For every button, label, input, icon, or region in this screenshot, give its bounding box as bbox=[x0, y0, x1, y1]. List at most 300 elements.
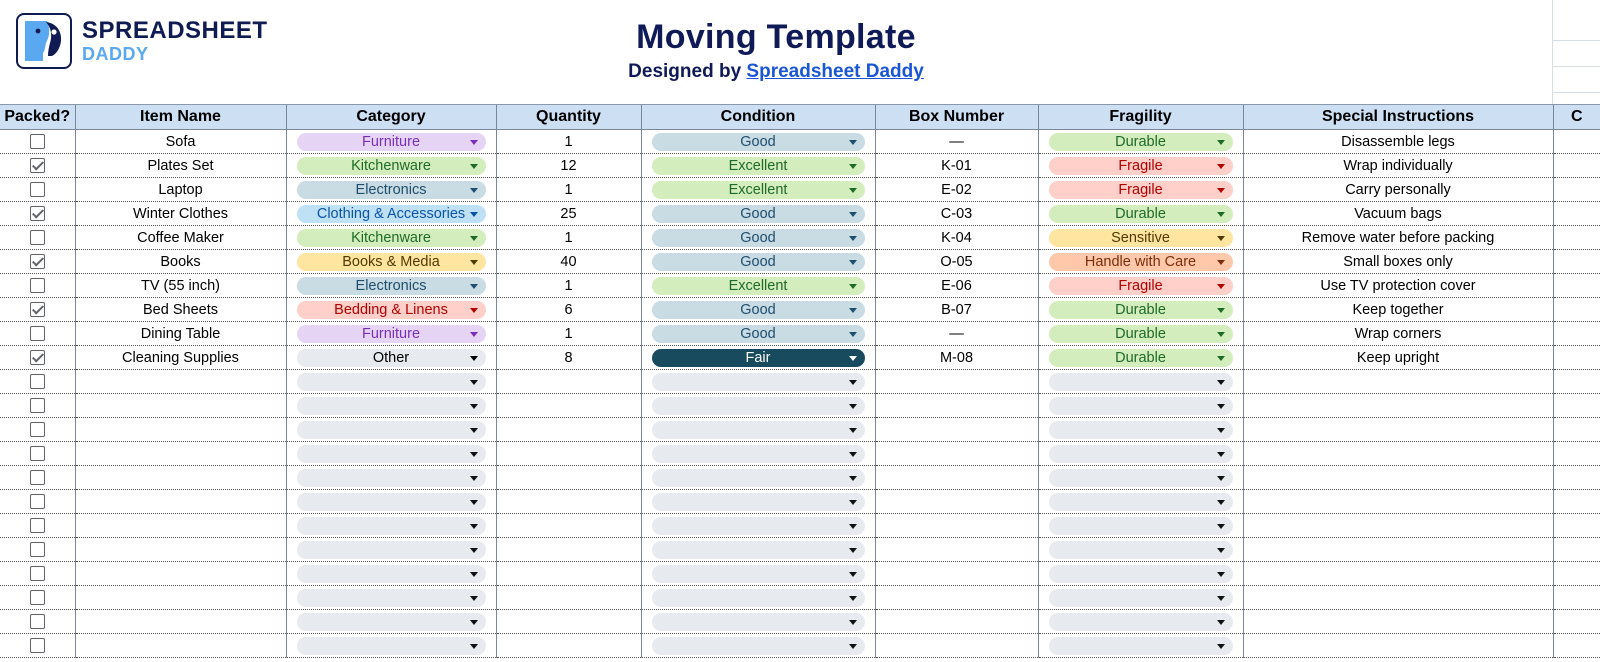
special-instructions-cell[interactable] bbox=[1243, 610, 1553, 634]
fragility-dropdown[interactable] bbox=[1049, 181, 1233, 199]
extra-cell[interactable] bbox=[1553, 418, 1600, 442]
quantity-cell[interactable] bbox=[496, 442, 641, 466]
item-name-cell[interactable]: Plates Set bbox=[75, 154, 286, 178]
fragility-cell bbox=[1038, 634, 1243, 658]
fragility-cell bbox=[1038, 562, 1243, 586]
fragility-dropdown[interactable] bbox=[1049, 541, 1233, 559]
dropdown-arrow-icon bbox=[1217, 572, 1225, 577]
box-number-cell[interactable]: — bbox=[875, 322, 1038, 346]
category-cell bbox=[286, 298, 496, 322]
packed-cell bbox=[0, 490, 75, 514]
special-instructions-cell[interactable] bbox=[1243, 418, 1553, 442]
special-instructions-cell[interactable]: Small boxes only bbox=[1243, 250, 1553, 274]
quantity-cell[interactable]: 1 bbox=[496, 178, 641, 202]
quantity-cell[interactable]: 25 bbox=[496, 202, 641, 226]
quantity-cell[interactable]: 1 bbox=[496, 130, 641, 154]
fragility-cell bbox=[1038, 226, 1243, 250]
category-dropdown[interactable] bbox=[297, 445, 486, 463]
extra-cell[interactable] bbox=[1553, 634, 1600, 658]
col-header-condition[interactable]: Condition bbox=[641, 105, 875, 130]
quantity-cell[interactable] bbox=[496, 514, 641, 538]
condition-cell bbox=[641, 322, 875, 346]
table-row bbox=[0, 514, 1600, 538]
packed-checkbox[interactable] bbox=[30, 134, 45, 149]
box-number-cell[interactable] bbox=[875, 418, 1038, 442]
packed-cell bbox=[0, 370, 75, 394]
extra-cell[interactable] bbox=[1553, 466, 1600, 490]
dropdown-arrow-icon bbox=[849, 428, 857, 433]
special-instructions-cell[interactable] bbox=[1243, 586, 1553, 610]
category-dropdown[interactable] bbox=[297, 325, 486, 343]
box-number-cell[interactable] bbox=[875, 370, 1038, 394]
condition-dropdown[interactable] bbox=[652, 445, 865, 463]
box-number-cell[interactable] bbox=[875, 634, 1038, 658]
packed-cell bbox=[0, 178, 75, 202]
dropdown-arrow-icon bbox=[849, 620, 857, 625]
col-header-special-instructions[interactable]: Special Instructions bbox=[1243, 105, 1553, 130]
packed-cell bbox=[0, 562, 75, 586]
fragility-dropdown[interactable] bbox=[1049, 397, 1233, 415]
col-header-partial[interactable]: C bbox=[1553, 105, 1600, 130]
fragility-dropdown[interactable] bbox=[1049, 349, 1233, 367]
table-row bbox=[0, 346, 1600, 370]
box-number-cell[interactable]: K-04 bbox=[875, 226, 1038, 250]
category-cell bbox=[286, 226, 496, 250]
dropdown-arrow-icon bbox=[470, 620, 478, 625]
quantity-cell[interactable]: 6 bbox=[496, 298, 641, 322]
item-name-cell[interactable]: Books bbox=[75, 250, 286, 274]
special-instructions-cell[interactable] bbox=[1243, 562, 1553, 586]
fragility-dropdown[interactable] bbox=[1049, 373, 1233, 391]
box-number-cell[interactable]: K-01 bbox=[875, 154, 1038, 178]
dropdown-arrow-icon bbox=[849, 596, 857, 601]
fragility-dropdown[interactable] bbox=[1049, 157, 1233, 175]
fragility-cell bbox=[1038, 322, 1243, 346]
quantity-cell[interactable]: 1 bbox=[496, 226, 641, 250]
condition-value: Excellent bbox=[728, 157, 788, 174]
quantity-cell[interactable] bbox=[496, 466, 641, 490]
special-instructions-cell[interactable]: Wrap corners bbox=[1243, 322, 1553, 346]
extra-cell[interactable] bbox=[1553, 346, 1600, 370]
condition-dropdown[interactable] bbox=[652, 277, 865, 295]
packed-checkbox[interactable] bbox=[30, 494, 45, 509]
item-name-cell[interactable] bbox=[75, 514, 286, 538]
extra-cell[interactable] bbox=[1553, 202, 1600, 226]
box-number-cell[interactable] bbox=[875, 466, 1038, 490]
condition-dropdown[interactable] bbox=[652, 325, 865, 343]
extra-cell[interactable] bbox=[1553, 322, 1600, 346]
packed-cell bbox=[0, 514, 75, 538]
dropdown-arrow-icon bbox=[1217, 452, 1225, 457]
condition-cell bbox=[641, 250, 875, 274]
dropdown-arrow-icon bbox=[470, 332, 478, 337]
box-number-cell[interactable] bbox=[875, 394, 1038, 418]
dropdown-arrow-icon bbox=[849, 188, 857, 193]
item-name-cell[interactable]: Dining Table bbox=[75, 322, 286, 346]
special-instructions-cell[interactable]: Keep together bbox=[1243, 298, 1553, 322]
box-number-cell[interactable] bbox=[875, 538, 1038, 562]
category-cell bbox=[286, 418, 496, 442]
item-name-cell[interactable] bbox=[75, 562, 286, 586]
category-dropdown[interactable] bbox=[297, 205, 486, 223]
item-name-cell[interactable] bbox=[75, 466, 286, 490]
category-dropdown[interactable] bbox=[297, 181, 486, 199]
extra-cell[interactable] bbox=[1553, 562, 1600, 586]
packed-checkbox[interactable] bbox=[30, 278, 45, 293]
packed-checkbox[interactable] bbox=[30, 398, 45, 413]
fragility-dropdown[interactable] bbox=[1049, 229, 1233, 247]
dropdown-arrow-icon bbox=[849, 644, 857, 649]
condition-dropdown[interactable] bbox=[652, 397, 865, 415]
extra-cell[interactable] bbox=[1553, 370, 1600, 394]
dropdown-arrow-icon bbox=[1217, 140, 1225, 145]
condition-dropdown[interactable] bbox=[652, 517, 865, 535]
condition-value: Excellent bbox=[728, 277, 788, 294]
fragility-dropdown[interactable] bbox=[1049, 301, 1233, 319]
condition-dropdown[interactable] bbox=[652, 493, 865, 511]
dropdown-arrow-icon bbox=[1217, 500, 1225, 505]
box-number-cell[interactable]: M-08 bbox=[875, 346, 1038, 370]
special-instructions-cell[interactable] bbox=[1243, 442, 1553, 466]
table-row bbox=[0, 562, 1600, 586]
packed-checkbox[interactable] bbox=[30, 422, 45, 437]
special-instructions-cell[interactable]: Use TV protection cover bbox=[1243, 274, 1553, 298]
condition-dropdown[interactable] bbox=[652, 469, 865, 487]
extra-cell[interactable] bbox=[1553, 610, 1600, 634]
table-row bbox=[0, 154, 1600, 178]
item-name-cell[interactable] bbox=[75, 442, 286, 466]
item-name-cell[interactable] bbox=[75, 634, 286, 658]
dropdown-arrow-icon bbox=[470, 644, 478, 649]
category-dropdown[interactable] bbox=[297, 541, 486, 559]
packed-cell bbox=[0, 322, 75, 346]
fragility-value: Durable bbox=[1115, 349, 1166, 366]
dropdown-arrow-icon bbox=[849, 140, 857, 145]
col-header-fragility[interactable]: Fragility bbox=[1038, 105, 1243, 130]
special-instructions-cell[interactable]: Disassemble legs bbox=[1243, 130, 1553, 154]
quantity-cell[interactable] bbox=[496, 562, 641, 586]
box-number-cell[interactable] bbox=[875, 442, 1038, 466]
condition-cell bbox=[641, 514, 875, 538]
col-header-item-name[interactable]: Item Name bbox=[75, 105, 286, 130]
category-cell bbox=[286, 250, 496, 274]
condition-dropdown[interactable] bbox=[652, 373, 865, 391]
condition-dropdown[interactable] bbox=[652, 229, 865, 247]
packed-checkbox[interactable] bbox=[30, 614, 45, 629]
condition-dropdown[interactable] bbox=[652, 349, 865, 367]
special-instructions-cell[interactable] bbox=[1243, 490, 1553, 514]
condition-value: Good bbox=[740, 253, 776, 270]
dropdown-arrow-icon bbox=[1217, 332, 1225, 337]
table-row bbox=[0, 298, 1600, 322]
special-instructions-cell[interactable] bbox=[1243, 466, 1553, 490]
category-dropdown[interactable] bbox=[297, 277, 486, 295]
box-number-cell[interactable]: E-06 bbox=[875, 274, 1038, 298]
fragility-dropdown[interactable] bbox=[1049, 277, 1233, 295]
packed-cell bbox=[0, 538, 75, 562]
extra-cell[interactable] bbox=[1553, 490, 1600, 514]
quantity-cell[interactable] bbox=[496, 538, 641, 562]
box-number-cell[interactable]: — bbox=[875, 130, 1038, 154]
item-name-cell[interactable] bbox=[75, 610, 286, 634]
packed-checkbox[interactable] bbox=[30, 350, 45, 365]
condition-cell bbox=[641, 586, 875, 610]
quantity-cell[interactable]: 12 bbox=[496, 154, 641, 178]
fragility-dropdown[interactable] bbox=[1049, 589, 1233, 607]
packed-checkbox[interactable] bbox=[30, 542, 45, 557]
fragility-value: Sensitive bbox=[1111, 229, 1170, 246]
item-name-cell[interactable] bbox=[75, 418, 286, 442]
quantity-cell[interactable]: 1 bbox=[496, 322, 641, 346]
condition-cell bbox=[641, 394, 875, 418]
item-name-cell[interactable]: Laptop bbox=[75, 178, 286, 202]
box-number-cell[interactable]: O-05 bbox=[875, 250, 1038, 274]
quantity-cell[interactable] bbox=[496, 610, 641, 634]
table-row bbox=[0, 274, 1600, 298]
packed-cell bbox=[0, 466, 75, 490]
quantity-cell[interactable] bbox=[496, 634, 641, 658]
condition-dropdown[interactable] bbox=[652, 565, 865, 583]
special-instructions-cell[interactable]: Keep upright bbox=[1243, 346, 1553, 370]
condition-cell bbox=[641, 154, 875, 178]
moving-inventory-table bbox=[0, 104, 1600, 658]
packed-checkbox[interactable] bbox=[30, 182, 45, 197]
item-name-cell[interactable]: Bed Sheets bbox=[75, 298, 286, 322]
category-dropdown[interactable] bbox=[297, 397, 486, 415]
category-dropdown[interactable] bbox=[297, 373, 486, 391]
header-row bbox=[0, 105, 1600, 130]
fragility-dropdown[interactable] bbox=[1049, 613, 1233, 631]
condition-cell bbox=[641, 610, 875, 634]
category-dropdown[interactable] bbox=[297, 229, 486, 247]
dropdown-arrow-icon bbox=[470, 212, 478, 217]
quantity-cell[interactable] bbox=[496, 418, 641, 442]
category-dropdown[interactable] bbox=[297, 157, 486, 175]
fragility-dropdown[interactable] bbox=[1049, 637, 1233, 655]
category-dropdown[interactable] bbox=[297, 469, 486, 487]
packed-checkbox[interactable] bbox=[30, 374, 45, 389]
extra-cell[interactable] bbox=[1553, 250, 1600, 274]
extra-cell[interactable] bbox=[1553, 442, 1600, 466]
packed-checkbox[interactable] bbox=[30, 638, 45, 653]
condition-dropdown[interactable] bbox=[652, 133, 865, 151]
condition-dropdown[interactable] bbox=[652, 613, 865, 631]
condition-dropdown[interactable] bbox=[652, 157, 865, 175]
packed-checkbox[interactable] bbox=[30, 566, 45, 581]
condition-cell bbox=[641, 202, 875, 226]
dropdown-arrow-icon bbox=[849, 452, 857, 457]
category-cell bbox=[286, 442, 496, 466]
item-name-cell[interactable]: TV (55 inch) bbox=[75, 274, 286, 298]
dropdown-arrow-icon bbox=[1217, 548, 1225, 553]
extra-cell[interactable] bbox=[1553, 274, 1600, 298]
condition-cell bbox=[641, 346, 875, 370]
fragility-dropdown[interactable] bbox=[1049, 205, 1233, 223]
category-dropdown[interactable] bbox=[297, 349, 486, 367]
box-number-cell[interactable]: B-07 bbox=[875, 298, 1038, 322]
dropdown-arrow-icon bbox=[849, 164, 857, 169]
item-name-cell[interactable]: Coffee Maker bbox=[75, 226, 286, 250]
fragility-cell bbox=[1038, 370, 1243, 394]
item-name-cell[interactable] bbox=[75, 586, 286, 610]
item-name-cell[interactable] bbox=[75, 538, 286, 562]
box-number-cell[interactable] bbox=[875, 562, 1038, 586]
category-dropdown[interactable] bbox=[297, 133, 486, 151]
dropdown-arrow-icon bbox=[470, 428, 478, 433]
condition-dropdown[interactable] bbox=[652, 589, 865, 607]
packed-checkbox[interactable] bbox=[30, 446, 45, 461]
extra-cell[interactable] bbox=[1553, 586, 1600, 610]
category-dropdown[interactable] bbox=[297, 565, 486, 583]
fragility-cell bbox=[1038, 346, 1243, 370]
quantity-cell[interactable]: 8 bbox=[496, 346, 641, 370]
extra-cell[interactable] bbox=[1553, 538, 1600, 562]
category-cell bbox=[286, 610, 496, 634]
dropdown-arrow-icon bbox=[1217, 644, 1225, 649]
quantity-cell[interactable] bbox=[496, 370, 641, 394]
fragility-dropdown[interactable] bbox=[1049, 565, 1233, 583]
fragility-cell bbox=[1038, 610, 1243, 634]
fragility-dropdown[interactable] bbox=[1049, 445, 1233, 463]
special-instructions-cell[interactable] bbox=[1243, 538, 1553, 562]
dropdown-arrow-icon bbox=[1217, 524, 1225, 529]
category-value: Furniture bbox=[361, 133, 421, 150]
packed-checkbox[interactable] bbox=[30, 230, 45, 245]
category-dropdown[interactable] bbox=[297, 253, 486, 271]
category-dropdown[interactable] bbox=[297, 493, 486, 511]
special-instructions-cell[interactable]: Wrap individually bbox=[1243, 154, 1553, 178]
condition-dropdown[interactable] bbox=[652, 421, 865, 439]
dropdown-arrow-icon bbox=[1217, 596, 1225, 601]
extra-cell[interactable] bbox=[1553, 394, 1600, 418]
packed-cell bbox=[0, 130, 75, 154]
packed-checkbox[interactable] bbox=[30, 254, 45, 269]
fragility-dropdown[interactable] bbox=[1049, 493, 1233, 511]
table-row bbox=[0, 634, 1600, 658]
dropdown-arrow-icon bbox=[1217, 620, 1225, 625]
item-name-cell[interactable] bbox=[75, 394, 286, 418]
special-instructions-cell[interactable]: Carry personally bbox=[1243, 178, 1553, 202]
category-cell bbox=[286, 490, 496, 514]
condition-dropdown[interactable] bbox=[652, 253, 865, 271]
dropdown-arrow-icon bbox=[1217, 284, 1225, 289]
packed-checkbox[interactable] bbox=[30, 518, 45, 533]
dropdown-arrow-icon bbox=[470, 452, 478, 457]
packed-checkbox[interactable] bbox=[30, 158, 45, 173]
packed-checkbox[interactable] bbox=[30, 590, 45, 605]
category-dropdown[interactable] bbox=[297, 637, 486, 655]
box-number-cell[interactable] bbox=[875, 490, 1038, 514]
item-name-cell[interactable] bbox=[75, 490, 286, 514]
condition-cell bbox=[641, 538, 875, 562]
condition-dropdown[interactable] bbox=[652, 205, 865, 223]
category-dropdown[interactable] bbox=[297, 589, 486, 607]
table-row bbox=[0, 370, 1600, 394]
category-dropdown[interactable] bbox=[297, 301, 486, 319]
box-number-cell[interactable] bbox=[875, 514, 1038, 538]
packed-checkbox[interactable] bbox=[30, 302, 45, 317]
quantity-cell[interactable]: 1 bbox=[496, 274, 641, 298]
fragility-dropdown[interactable] bbox=[1049, 133, 1233, 151]
category-value: Kitchenware bbox=[351, 157, 431, 174]
item-name-cell[interactable]: Cleaning Supplies bbox=[75, 346, 286, 370]
fragility-value: Handle with Care bbox=[1084, 253, 1197, 270]
dropdown-arrow-icon bbox=[1217, 260, 1225, 265]
quantity-cell[interactable] bbox=[496, 394, 641, 418]
condition-dropdown[interactable] bbox=[652, 301, 865, 319]
category-cell bbox=[286, 370, 496, 394]
fragility-cell bbox=[1038, 586, 1243, 610]
quantity-cell[interactable] bbox=[496, 586, 641, 610]
col-header-box-number[interactable]: Box Number bbox=[875, 105, 1038, 130]
box-number-cell[interactable] bbox=[875, 610, 1038, 634]
fragility-dropdown[interactable] bbox=[1049, 421, 1233, 439]
col-header-packed[interactable]: Packed? bbox=[0, 105, 75, 130]
dropdown-arrow-icon bbox=[470, 404, 478, 409]
fragility-cell bbox=[1038, 538, 1243, 562]
condition-cell bbox=[641, 130, 875, 154]
packed-checkbox[interactable] bbox=[30, 470, 45, 485]
packed-cell bbox=[0, 154, 75, 178]
fragility-cell bbox=[1038, 130, 1243, 154]
extra-cell[interactable] bbox=[1553, 298, 1600, 322]
packed-checkbox[interactable] bbox=[30, 206, 45, 221]
col-header-category[interactable]: Category bbox=[286, 105, 496, 130]
special-instructions-cell[interactable]: Vacuum bags bbox=[1243, 202, 1553, 226]
box-number-cell[interactable] bbox=[875, 586, 1038, 610]
item-name-cell[interactable]: Winter Clothes bbox=[75, 202, 286, 226]
table-row bbox=[0, 394, 1600, 418]
box-number-cell[interactable]: E-02 bbox=[875, 178, 1038, 202]
condition-dropdown[interactable] bbox=[652, 181, 865, 199]
condition-dropdown[interactable] bbox=[652, 637, 865, 655]
box-number-cell[interactable]: C-03 bbox=[875, 202, 1038, 226]
fragility-cell bbox=[1038, 418, 1243, 442]
fragility-dropdown[interactable] bbox=[1049, 517, 1233, 535]
special-instructions-cell[interactable] bbox=[1243, 394, 1553, 418]
item-name-cell[interactable]: Sofa bbox=[75, 130, 286, 154]
fragility-dropdown[interactable] bbox=[1049, 325, 1233, 343]
condition-value: Good bbox=[740, 205, 776, 222]
quantity-cell[interactable] bbox=[496, 490, 641, 514]
col-header-quantity[interactable]: Quantity bbox=[496, 105, 641, 130]
special-instructions-cell[interactable]: Remove water before packing bbox=[1243, 226, 1553, 250]
fragility-dropdown[interactable] bbox=[1049, 253, 1233, 271]
dropdown-arrow-icon bbox=[470, 548, 478, 553]
fragility-cell bbox=[1038, 154, 1243, 178]
extra-cell[interactable] bbox=[1553, 178, 1600, 202]
special-instructions-cell[interactable] bbox=[1243, 634, 1553, 658]
item-name-cell[interactable] bbox=[75, 370, 286, 394]
packed-checkbox[interactable] bbox=[30, 326, 45, 341]
category-cell bbox=[286, 514, 496, 538]
packed-cell bbox=[0, 298, 75, 322]
quantity-cell[interactable]: 40 bbox=[496, 250, 641, 274]
special-instructions-cell[interactable] bbox=[1243, 514, 1553, 538]
category-dropdown[interactable] bbox=[297, 421, 486, 439]
fragility-dropdown[interactable] bbox=[1049, 469, 1233, 487]
extra-cell[interactable] bbox=[1553, 514, 1600, 538]
category-dropdown[interactable] bbox=[297, 613, 486, 631]
spreadsheet-daddy-link[interactable]: Spreadsheet Daddy bbox=[746, 61, 924, 82]
extra-cell[interactable] bbox=[1553, 226, 1600, 250]
condition-value: Fair bbox=[745, 349, 771, 366]
category-dropdown[interactable] bbox=[297, 517, 486, 535]
condition-dropdown[interactable] bbox=[652, 541, 865, 559]
special-instructions-cell[interactable] bbox=[1243, 370, 1553, 394]
extra-cell[interactable] bbox=[1553, 154, 1600, 178]
extra-cell[interactable] bbox=[1553, 130, 1600, 154]
